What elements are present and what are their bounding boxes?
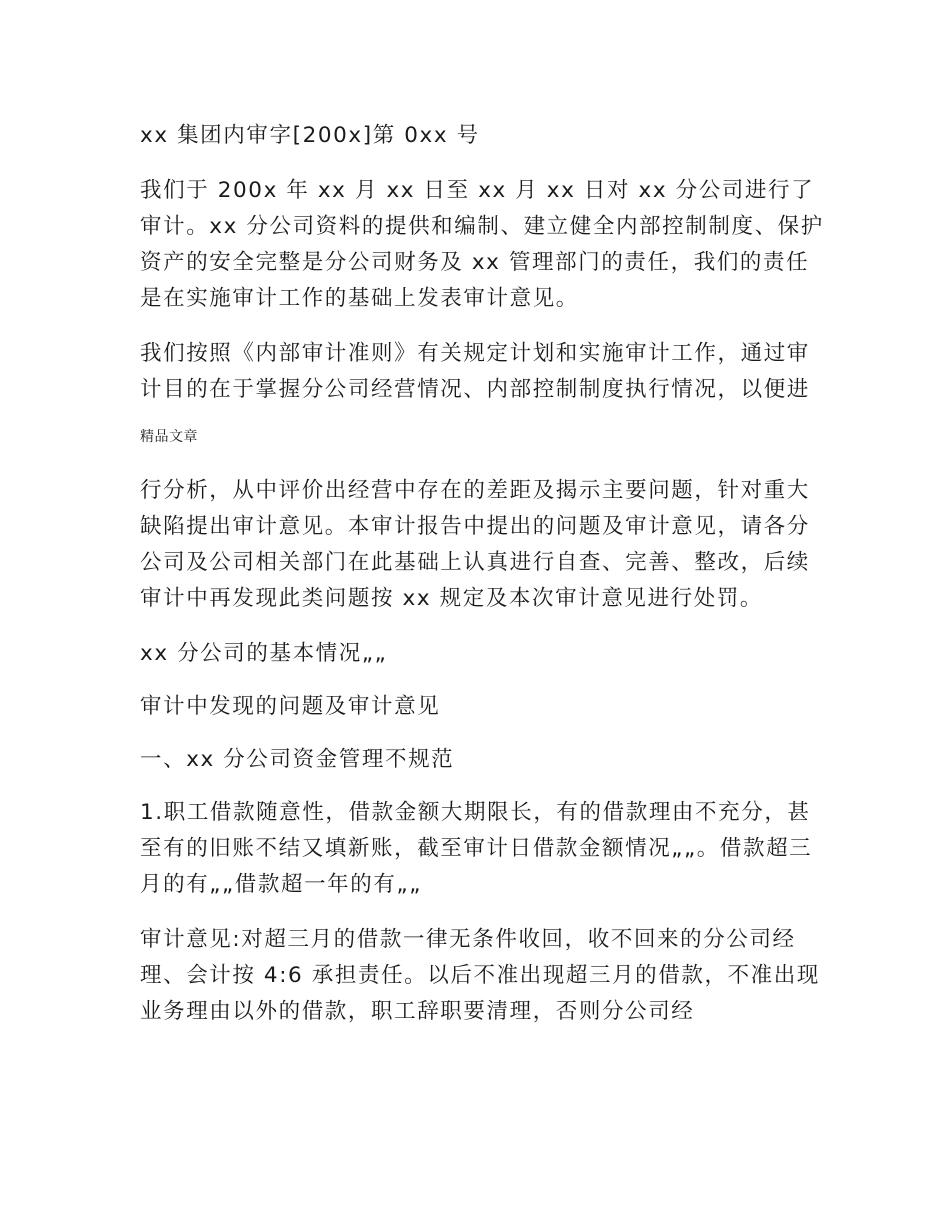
page-footer-label: 精品文章: [140, 429, 198, 445]
section-basic-info: xx 分公司的基本情况„„: [140, 641, 388, 666]
paragraph-audit-basis: 我们按照《内部审计准则》有关规定计划和实施审计工作，通过审计目的在于掌握分公司经营情况、内部控制制度执行情况，以便进: [140, 341, 810, 402]
section-findings-title: 审计中发现的问题及审计意见: [140, 694, 441, 719]
section-finding-one-title: 一、xx 分公司资金管理不规范: [140, 747, 455, 772]
document-number: xx 集团内审字[200x]第 0xx 号: [140, 123, 480, 148]
paragraph-audit-scope: 我们于 200x 年 xx 月 xx 日至 xx 月 xx 日对 xx 分公司进行了审计。xx 分公司资料的提供和编制、建立健全内部控制制度、保护资产的安全完整是分公司财务及 xx 管理部门的责任，我们的责任是在实施审计工作的基础上发表审计意见。: [140, 178, 824, 311]
paragraph-employee-loans: 1.职工借款随意性，借款金额大期限长，有的借款理由不充分，甚至有的旧账不结又填新账，截至审计日借款金额情况„„。借款超三月的有„„借款超一年的有„„: [140, 800, 813, 897]
paragraph-audit-purpose: 行分析，从中评价出经营中存在的差距及揭示主要问题，针对重大缺陷提出审计意见。本审计报告中提出的问题及审计意见，请各分公司及公司相关部门在此基础上认真进行自查、完善、整改，后续审计中再发现此类问题按 xx 规定及本次审计意见进行处罚。: [140, 478, 810, 611]
document-body: [140, 118, 830, 1049]
paragraph-audit-opinion: 审计意见:对超三月的借款一律无条件收回，收不回来的分公司经理、会计按 4:6 承担责任。以后不准出现超三月的借款，不准出现业务理由以外的借款，职工辞职要清理，否则分公司经: [140, 927, 820, 1024]
